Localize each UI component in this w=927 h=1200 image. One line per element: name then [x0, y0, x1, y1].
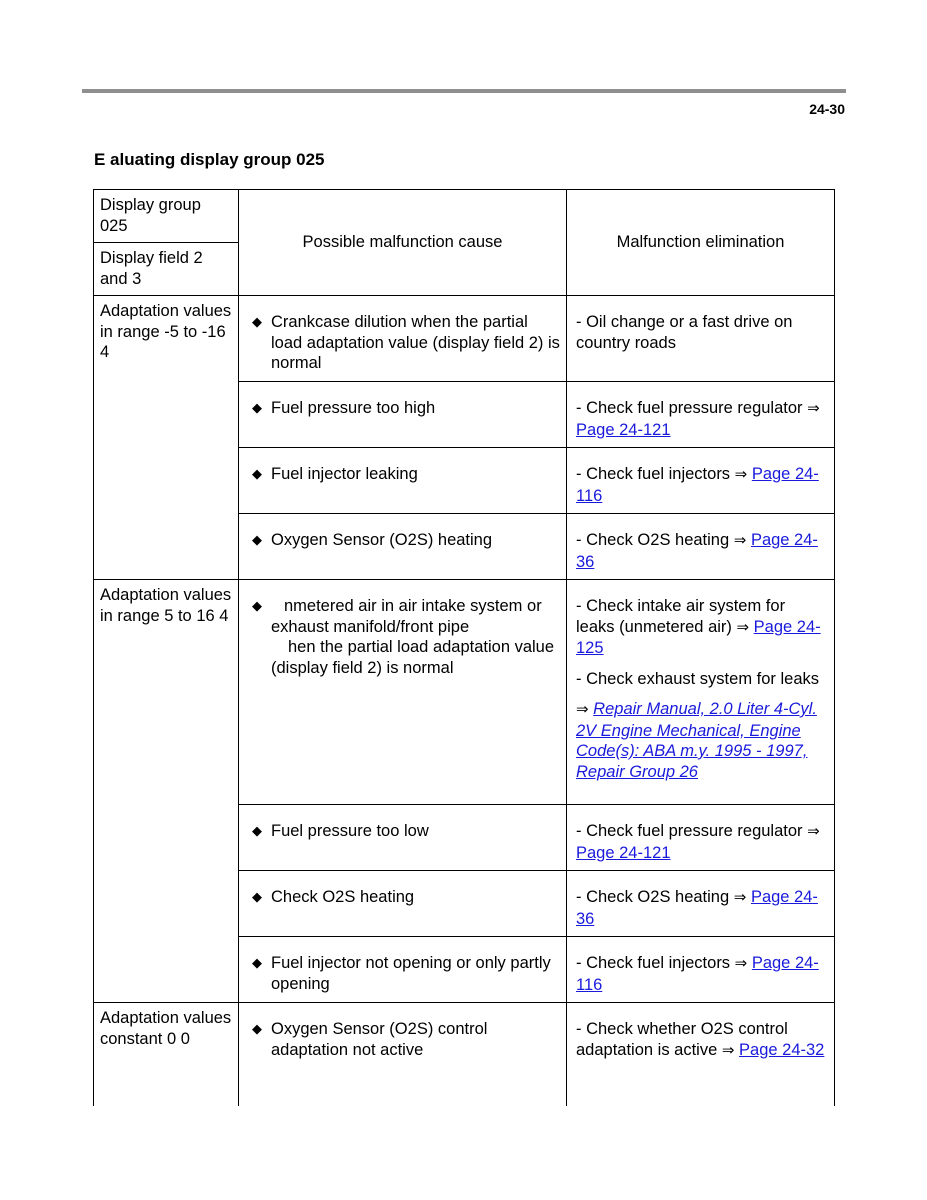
arrow-right-icon: ⇒	[734, 955, 748, 972]
arrow-right-icon: ⇒	[734, 466, 748, 483]
table-header-row	[94, 190, 835, 243]
table-row	[94, 296, 835, 382]
elimination-cell	[567, 296, 835, 382]
elimination-text: - Check O2S heating	[576, 531, 730, 549]
elimination-text: - Check intake air system for leaks (unmetered air)	[576, 597, 786, 636]
cause-text: Fuel pressure too low	[271, 822, 429, 840]
cause-cell	[239, 805, 567, 871]
page-title: E aluating display group 025	[94, 150, 325, 169]
page-link[interactable]: Page 24-121	[576, 843, 671, 862]
cause-text: Oxygen Sensor (O2S) heating	[271, 531, 493, 549]
elimination-text: - Check whether O2S control adaptation is active	[576, 1020, 788, 1059]
arrow-right-icon: ⇒	[736, 618, 750, 636]
page-link[interactable]: Page 24-116	[576, 465, 819, 505]
cause-text: Oxygen Sensor (O2S) control adaptation not active	[271, 1020, 488, 1059]
elimination-cell	[567, 448, 835, 514]
cause-cell	[239, 580, 567, 805]
elimination-text: - Check fuel pressure regulator	[576, 822, 803, 840]
cause-text: Fuel injector leaking	[271, 465, 418, 483]
header-display-group: Display group 025	[94, 190, 239, 243]
diamond-bullet-icon: ◆	[252, 598, 262, 613]
page-link[interactable]: Page 24-36	[576, 888, 818, 928]
page-number: 24-30	[809, 101, 845, 117]
cause-cell	[239, 871, 567, 937]
diamond-bullet-icon: ◆	[252, 1021, 262, 1036]
elimination-cell	[567, 871, 835, 937]
range-cell: Adaptation values constant 0 0	[94, 1003, 239, 1107]
table-row	[94, 1003, 835, 1107]
cause-text-part2: hen the partial load adaptation value (display field 2) is normal	[271, 638, 555, 677]
elimination-text: - Check O2S heating	[576, 888, 730, 906]
table-row	[94, 580, 835, 805]
diamond-bullet-icon: ◆	[252, 955, 262, 970]
diamond-bullet-icon: ◆	[252, 532, 262, 547]
arrow-right-icon: ⇒	[807, 400, 820, 417]
elimination-text: - Check fuel pressure regulator	[576, 399, 803, 417]
page-link[interactable]: Page 24-125	[576, 617, 821, 657]
cause-text: Fuel injector not opening or only partly opening	[271, 954, 551, 993]
cause-text	[271, 596, 560, 678]
header-display-field: Display field 2 and 3	[94, 243, 239, 296]
cause-cell	[239, 937, 567, 1003]
cause-text: Fuel pressure too high	[271, 399, 436, 417]
page-link[interactable]: Page 24-116	[576, 954, 819, 994]
page-link[interactable]: Page 24-36	[576, 531, 818, 571]
arrow-right-icon: ⇒	[721, 1041, 735, 1059]
elimination-text: - Check fuel injectors	[576, 465, 731, 483]
header-cause: Possible malfunction cause	[239, 190, 567, 296]
diamond-bullet-icon: ◆	[252, 889, 262, 904]
range-cell: Adaptation values in range 5 to 16 4	[94, 580, 239, 1003]
cause-cell	[239, 382, 567, 448]
diamond-bullet-icon: ◆	[252, 314, 262, 329]
diamond-bullet-icon: ◆	[252, 400, 262, 415]
header-elimination: Malfunction elimination	[567, 190, 835, 296]
elimination-cell	[567, 805, 835, 871]
cause-cell	[239, 514, 567, 580]
cause-text-part1: nmetered air in air intake system or exhaust manifold/front pipe	[271, 597, 542, 636]
repair-manual-link[interactable]: Repair Manual, 2.0 Liter 4-Cyl. 2V Engine Mechanical, Engine Code(s): ABA m.y. 1995 - 1997, Repair Group 26	[576, 700, 817, 781]
elimination-cell	[567, 937, 835, 1003]
range-cell: Adaptation values in range -5 to -16 4	[94, 296, 239, 580]
arrow-right-icon: ⇒	[733, 889, 747, 906]
cause-cell	[239, 1003, 567, 1107]
cause-text: Check O2S heating	[271, 888, 415, 906]
top-rule	[82, 89, 846, 93]
cause-cell	[239, 448, 567, 514]
page-link[interactable]: Page 24-32	[739, 1040, 825, 1059]
elimination-text: - Check fuel injectors	[576, 954, 731, 972]
page-link[interactable]: Page 24-121	[576, 420, 671, 439]
elimination-cell	[567, 514, 835, 580]
elimination-text: - Oil change or a fast drive on country roads	[576, 313, 793, 352]
elimination-cell	[567, 580, 835, 805]
arrow-right-icon: ⇒	[576, 701, 589, 718]
diamond-bullet-icon: ◆	[252, 823, 262, 838]
arrow-right-icon: ⇒	[807, 823, 820, 840]
elimination-cell	[567, 382, 835, 448]
diamond-bullet-icon: ◆	[252, 466, 262, 481]
arrow-right-icon: ⇒	[733, 532, 747, 549]
elimination-cell	[567, 1003, 835, 1107]
cause-text: Crankcase dilution when the partial load adaptation value (display field 2) is normal	[271, 313, 560, 372]
malfunction-table	[93, 189, 835, 1106]
cause-cell	[239, 296, 567, 382]
elimination-text-2: - Check exhaust system for leaks	[576, 669, 820, 688]
